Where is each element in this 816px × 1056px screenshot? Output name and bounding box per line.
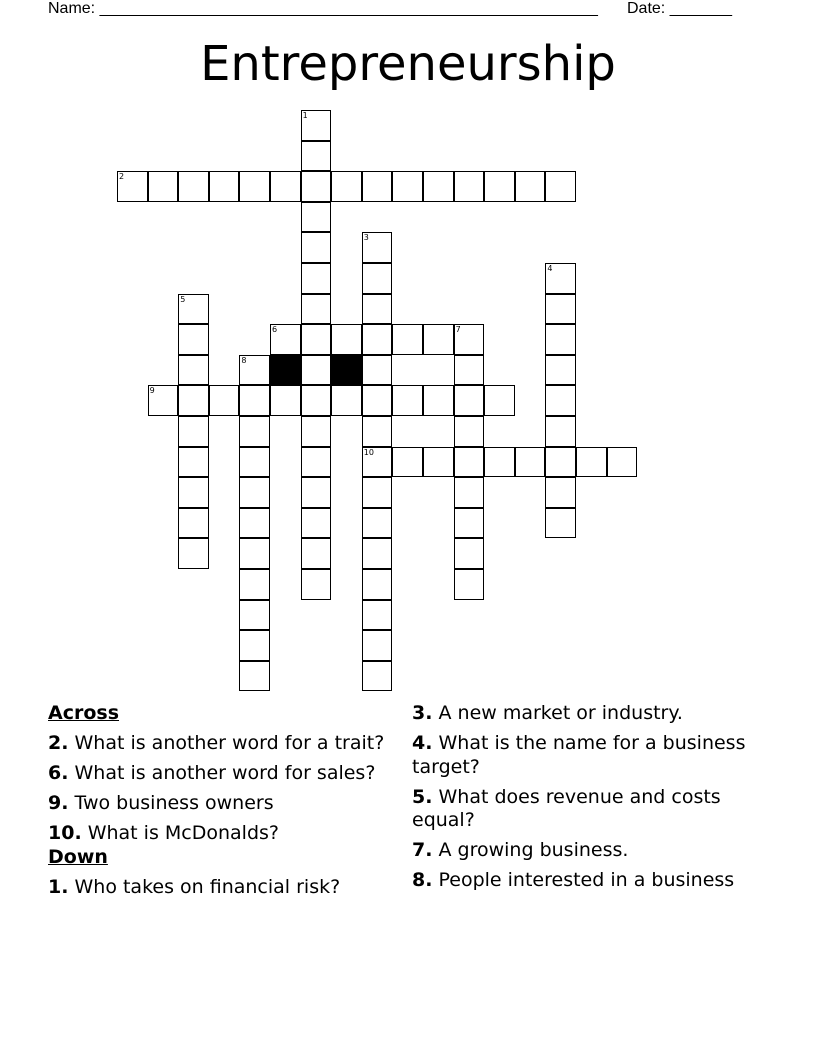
clue-text: What is another word for a trait?: [68, 732, 385, 754]
grid-cell[interactable]: [392, 171, 423, 202]
grid-cell[interactable]: [331, 171, 362, 202]
grid-block-cell: [331, 355, 362, 386]
grid-cell[interactable]: [545, 324, 576, 355]
clue-down-4: [412, 732, 752, 779]
clue-number: 5.: [412, 785, 433, 808]
grid-cell[interactable]: [239, 600, 270, 631]
clue-across-9: [48, 792, 398, 816]
cell-number: 2: [119, 172, 125, 182]
grid-cell[interactable]: [117, 171, 148, 202]
grid-cell[interactable]: [239, 477, 270, 508]
name-field-label: Name: ________________________________________________________: [48, 0, 598, 17]
grid-cell[interactable]: [362, 232, 393, 263]
grid-cell[interactable]: [239, 385, 270, 416]
grid-cell[interactable]: [178, 355, 209, 386]
cell-number: 6: [272, 325, 278, 335]
grid-cell[interactable]: [392, 324, 423, 355]
down-heading: Down: [48, 845, 108, 868]
grid-cell[interactable]: [515, 171, 546, 202]
grid-cell[interactable]: [301, 110, 332, 141]
cell-number: 1: [302, 111, 308, 120]
grid-cell[interactable]: [239, 569, 270, 600]
grid-cell[interactable]: [545, 294, 576, 325]
grid-cell[interactable]: [362, 508, 393, 539]
grid-cell[interactable]: [301, 477, 332, 508]
clue-number: 3.: [412, 702, 433, 724]
grid-cell[interactable]: [178, 385, 209, 416]
grid-cell[interactable]: [239, 630, 270, 661]
grid-cell[interactable]: [301, 202, 332, 233]
grid-cell[interactable]: [148, 385, 179, 416]
grid-cell[interactable]: [423, 324, 454, 355]
grid-cell[interactable]: [362, 661, 393, 692]
grid-cell[interactable]: [178, 508, 209, 539]
grid-cell[interactable]: [392, 385, 423, 416]
clue-across-10: [48, 822, 398, 846]
grid-cell[interactable]: [576, 447, 607, 478]
grid-block-cell: [270, 355, 301, 386]
grid-cell[interactable]: [545, 171, 576, 202]
grid-cell[interactable]: [301, 141, 332, 172]
grid-cell[interactable]: [301, 232, 332, 263]
grid-cell[interactable]: [484, 171, 515, 202]
cell-number: 3: [363, 233, 369, 243]
grid-cell[interactable]: [301, 538, 332, 569]
grid-cell[interactable]: [362, 324, 393, 355]
grid-cell[interactable]: [301, 294, 332, 325]
clue-text: Two business owners: [68, 792, 274, 814]
across-heading: Across: [48, 702, 120, 724]
grid-cell[interactable]: [362, 416, 393, 447]
grid-cell[interactable]: [362, 355, 393, 386]
clue-number: 8.: [412, 869, 433, 891]
grid-cell[interactable]: [362, 477, 393, 508]
grid-cell[interactable]: [454, 171, 485, 202]
clue-across-6: [48, 762, 398, 786]
grid-cell[interactable]: [454, 538, 485, 569]
cell-number: 4: [547, 264, 553, 273]
cell-number: 10: [363, 447, 374, 457]
grid-cell[interactable]: [545, 263, 576, 294]
grid-cell[interactable]: [331, 385, 362, 416]
grid-cell[interactable]: [178, 416, 209, 447]
grid-cell[interactable]: [362, 538, 393, 569]
grid-cell[interactable]: [423, 171, 454, 202]
grid-cell[interactable]: [209, 171, 240, 202]
clue-number: 10.: [48, 822, 82, 844]
grid-cell[interactable]: [362, 600, 393, 631]
grid-cell[interactable]: [484, 385, 515, 416]
page-title: Entrepreneurship: [200, 36, 616, 92]
clue-down-5: [412, 786, 752, 833]
grid-cell[interactable]: [178, 171, 209, 202]
clue-number: 9.: [48, 792, 69, 814]
clue-number: 1.: [48, 875, 69, 898]
grid-cell[interactable]: [270, 171, 301, 202]
grid-cell[interactable]: [454, 477, 485, 508]
grid-cell[interactable]: [301, 171, 332, 202]
grid-cell[interactable]: [239, 416, 270, 447]
grid-cell[interactable]: [178, 294, 209, 325]
clue-text: A new market or industry.: [432, 702, 683, 724]
grid-cell[interactable]: [178, 324, 209, 355]
grid-cell[interactable]: [454, 508, 485, 539]
grid-cell[interactable]: [545, 477, 576, 508]
cell-number: 7: [455, 325, 461, 335]
grid-cell[interactable]: [239, 447, 270, 478]
grid-cell[interactable]: [454, 569, 485, 600]
cell-number: 9: [149, 386, 155, 396]
clue-down-1: [48, 876, 398, 900]
grid-cell[interactable]: [545, 447, 576, 478]
grid-cell[interactable]: [301, 508, 332, 539]
clue-text: What is the name for a business target?: [412, 732, 746, 778]
grid-cell[interactable]: [178, 447, 209, 478]
grid-cell[interactable]: [423, 447, 454, 478]
cell-number: 5: [180, 294, 186, 304]
grid-cell[interactable]: [301, 324, 332, 355]
clue-down-7: [412, 839, 752, 863]
grid-cell[interactable]: [209, 385, 240, 416]
grid-cell[interactable]: [484, 447, 515, 478]
grid-cell[interactable]: [545, 508, 576, 539]
grid-cell[interactable]: [423, 385, 454, 416]
clue-number: 4.: [412, 732, 433, 754]
clue-across-2: [48, 732, 398, 756]
grid-cell[interactable]: [178, 538, 209, 569]
clue-number: 2.: [48, 732, 69, 754]
clue-text: What is McDonalds?: [81, 822, 279, 844]
grid-cell[interactable]: [454, 416, 485, 447]
grid-cell[interactable]: [607, 447, 638, 478]
grid-cell[interactable]: [362, 171, 393, 202]
clue-text: What is another word for sales?: [68, 762, 376, 784]
grid-cell[interactable]: [454, 385, 485, 416]
grid-cell[interactable]: [239, 538, 270, 569]
grid-cell[interactable]: [362, 294, 393, 325]
grid-cell[interactable]: [454, 355, 485, 386]
grid-cell[interactable]: [454, 447, 485, 478]
grid-cell[interactable]: [239, 508, 270, 539]
grid-cell[interactable]: [362, 263, 393, 294]
grid-cell[interactable]: [362, 630, 393, 661]
grid-cell[interactable]: [545, 385, 576, 416]
grid-cell[interactable]: [270, 385, 301, 416]
clue-number: 6.: [48, 762, 69, 784]
grid-cell[interactable]: [239, 661, 270, 692]
grid-cell[interactable]: [545, 355, 576, 386]
grid-cell[interactable]: [362, 447, 393, 478]
clue-number: 7.: [412, 839, 433, 861]
grid-cell[interactable]: [362, 385, 393, 416]
cell-number: 8: [241, 355, 247, 365]
clue-down-3: [412, 702, 752, 726]
grid-cell[interactable]: [301, 385, 332, 416]
clue-text: Who takes on financial risk?: [68, 875, 341, 898]
clue-text: What does revenue and costs equal?: [412, 785, 721, 831]
grid-cell[interactable]: [148, 171, 179, 202]
grid-cell[interactable]: [301, 569, 332, 600]
grid-cell[interactable]: [301, 355, 332, 386]
grid-cell[interactable]: [392, 447, 423, 478]
clue-text: People interested in a business: [432, 869, 735, 891]
grid-cell[interactable]: [301, 447, 332, 478]
grid-cell[interactable]: [239, 171, 270, 202]
grid-cell[interactable]: [301, 416, 332, 447]
grid-cell[interactable]: [545, 416, 576, 447]
clues-column-left: [48, 702, 398, 906]
clues-column-right: [412, 702, 752, 899]
grid-cell[interactable]: [454, 324, 485, 355]
grid-cell[interactable]: [178, 477, 209, 508]
clue-down-8: [412, 869, 752, 893]
date-field-label: Date: _______: [627, 0, 732, 17]
grid-cell[interactable]: [362, 569, 393, 600]
grid-cell[interactable]: [239, 355, 270, 386]
clue-text: A growing business.: [432, 839, 629, 861]
grid-cell[interactable]: [270, 324, 301, 355]
grid-cell[interactable]: [515, 447, 546, 478]
grid-cell[interactable]: [331, 324, 362, 355]
grid-cell[interactable]: [301, 263, 332, 294]
